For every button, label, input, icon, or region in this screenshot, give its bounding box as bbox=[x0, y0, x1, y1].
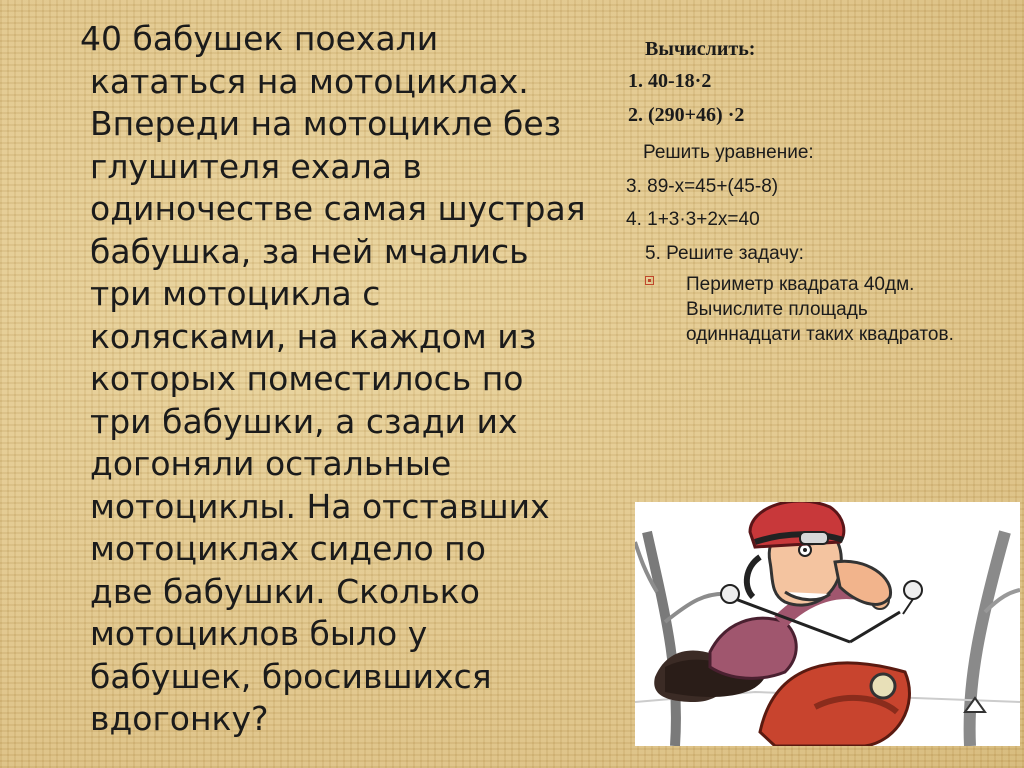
problem-line: колясками, на каждом из bbox=[90, 316, 537, 356]
task-item-2: 2. (290+46) ·2 bbox=[628, 104, 745, 126]
problem-line: глушителя ехала в bbox=[90, 146, 422, 186]
problem-line: бабушка, за ней мчались bbox=[90, 231, 529, 271]
word-problem-text bbox=[62, 18, 632, 741]
bullet-icon bbox=[645, 276, 654, 285]
task-item-4: 4. 1+3·3+2х=40 bbox=[626, 209, 760, 230]
problem-line: мотоциклов было у bbox=[90, 614, 428, 653]
compute-header: Вычислить: bbox=[645, 38, 756, 60]
problem-line: две бабушки. Сколько bbox=[90, 571, 480, 611]
task-item-5: 5. Решите задачу: bbox=[645, 243, 804, 264]
problem-line: мотоциклах сидело по bbox=[90, 529, 486, 568]
problem-line: кататься на мотоциклах. bbox=[90, 61, 529, 101]
task-item-1: 1. 40-18·2 bbox=[628, 70, 712, 92]
problem-line: которых поместилось по bbox=[90, 359, 524, 398]
subtask-text: Периметр квадрата 40дм. Вычислите площадь одиннадцати таких квадратов. bbox=[686, 274, 954, 345]
problem-line: три мотоцикла с bbox=[90, 274, 381, 313]
problem-line: одиночестве самая шустрая bbox=[90, 189, 586, 228]
task-item-3: 3. 89-х=45+(45-8) bbox=[626, 176, 779, 197]
problem-line: 40 бабушек поехали bbox=[80, 19, 439, 58]
problem-line: мотоциклы. На отставших bbox=[90, 486, 550, 526]
problem-line: Впереди на мотоцикле без bbox=[90, 104, 562, 143]
problem-line: вдогонку? bbox=[90, 699, 269, 738]
grandma-on-motorcycle-illustration bbox=[635, 502, 1020, 746]
illustration-svg bbox=[635, 502, 1020, 746]
problem-line: бабушек, бросившихся bbox=[90, 656, 492, 696]
equation-header: Решить уравнение: bbox=[643, 142, 814, 163]
problem-line: догоняли остальные bbox=[90, 444, 452, 483]
problem-line: три бабушки, а сзади их bbox=[90, 401, 518, 441]
